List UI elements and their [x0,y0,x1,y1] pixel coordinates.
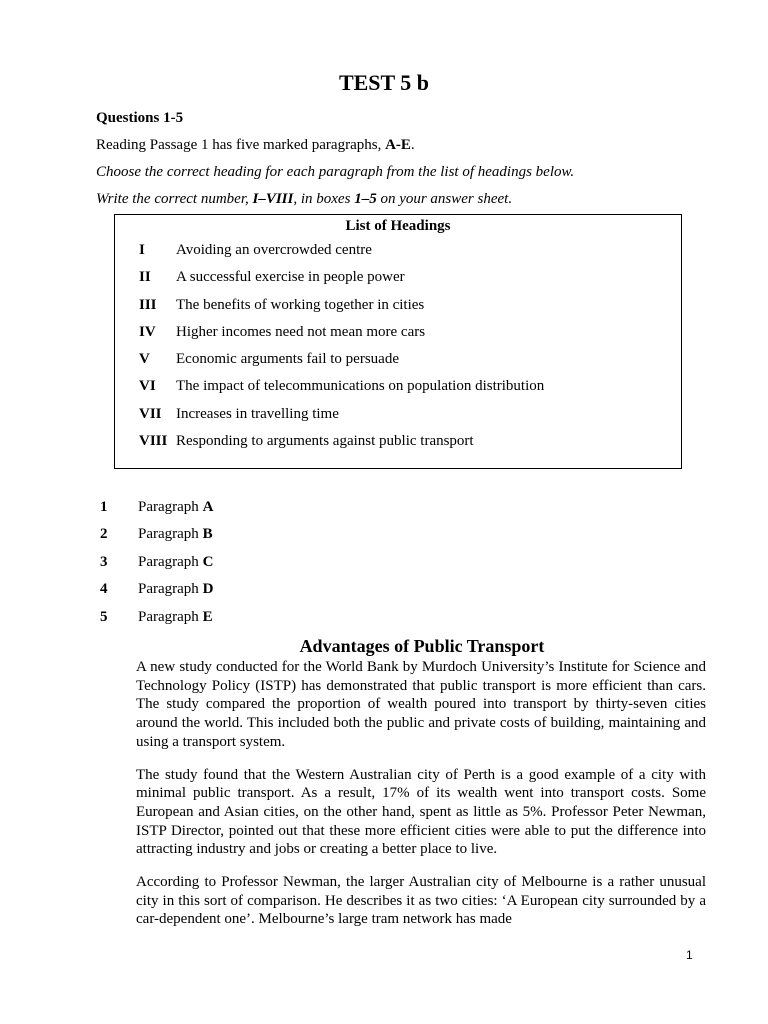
question-item [100,609,213,636]
heading-item [115,433,681,460]
heading-number: V [139,351,150,368]
instruction-line-3-prefix: Write the correct number, [96,191,253,207]
question-label: Paragraph [138,581,199,598]
page-number: 1 [686,948,693,962]
questions-heading: Questions 1-5 [96,110,184,126]
question-label: Paragraph [138,608,199,625]
question-paragraph-letter: A [202,499,214,515]
heading-number: II [139,269,151,286]
question-paragraph-letter: B [202,526,213,543]
question-number: 4 [100,581,108,598]
heading-text: The impact of telecommunications on population distribution [176,378,545,395]
question-paragraph-letter: C [202,553,214,570]
heading-text: The benefits of working together in cities [176,296,425,313]
heading-number: I [139,242,145,258]
heading-text: A successful exercise in people power [176,269,405,286]
instruction-line-3-bold-1: I–VIII [252,191,294,207]
instruction-line-1-bold: A-E [385,137,411,153]
heading-number: III [139,296,157,313]
question-label: Paragraph [138,553,199,570]
heading-item [115,406,681,433]
heading-number: VII [139,405,162,422]
question-list [100,499,213,636]
question-number: 5 [100,608,108,625]
reading-passage [136,658,706,943]
question-paragraph-letter: E [202,608,213,625]
instruction-line-3 [96,191,512,208]
heading-item [115,269,681,296]
heading-number: VI [139,378,156,395]
question-number: 2 [100,526,108,543]
heading-text: Increases in travelling time [176,405,339,422]
test-title: TEST 5 b [338,70,430,95]
passage-paragraph: According to Professor Newman, the larger Australian city of Melbourne is a rather unusual city in this sort of comparison. He describes it as two cities: ‘A European city surrounded by a car-dependent one’. Melbourne’s large tram network has made [136,874,706,928]
list-of-headings-box [114,214,682,469]
instruction-line-1 [96,137,415,154]
question-paragraph-letter: D [202,581,214,598]
heading-text: Avoiding an overcrowded centre [176,242,372,258]
heading-item [115,297,681,324]
instruction-line-2: Choose the correct heading for each paragraph from the list of headings below. [96,164,575,180]
question-item [100,499,213,526]
heading-number: VIII [139,433,168,450]
instruction-line-1-suffix: . [410,137,415,153]
heading-item [115,242,681,269]
question-item [100,554,213,581]
instruction-line-3-suffix: on your answer sheet. [376,191,513,207]
heading-text: Responding to arguments against public transport [176,433,474,450]
question-number: 3 [100,553,108,570]
passage-paragraph: The study found that the Western Australian city of Perth is a good example of a city with minimal public transport. As a result, 17% of its wealth went into transport costs. Some European and Asian cities, on the other hand, spent as little as 5%. Professor Peter Newman, ISTP Director, pointed out that these more efficient cities were able to put the difference into attracting industry and jobs or creating a better place to live. [136,766,706,858]
instruction-line-1-prefix: Reading Passage 1 has five marked paragraphs, [96,137,386,153]
question-item [100,526,213,553]
question-label: Paragraph [138,526,199,543]
heading-text: Economic arguments fail to persuade [176,351,399,368]
instruction-line-3-mid: , in boxes [293,191,355,207]
headings-list [115,242,681,460]
question-item [100,581,213,608]
list-of-headings-title: List of Headings [345,218,451,234]
heading-number: IV [139,323,156,340]
instruction-line-3-bold-2: 1–5 [354,191,377,207]
heading-item [115,378,681,405]
heading-text: Higher incomes need not mean more cars [176,323,426,340]
question-number: 1 [100,499,108,515]
question-label: Paragraph [138,499,199,515]
heading-item [115,324,681,351]
passage-paragraph: A new study conducted for the World Bank by Murdoch University’s Institute for Science and Technology Policy (ISTP) has demonstrated that public transport is more efficient than cars. The study compared the proportion of wealth poured into transport by thirty-seven cities around the world. This included both the public and private costs of building, maintaining and using a transport system. [136,659,706,750]
passage-title: Advantages of Public Transport [299,636,545,656]
heading-item [115,351,681,378]
